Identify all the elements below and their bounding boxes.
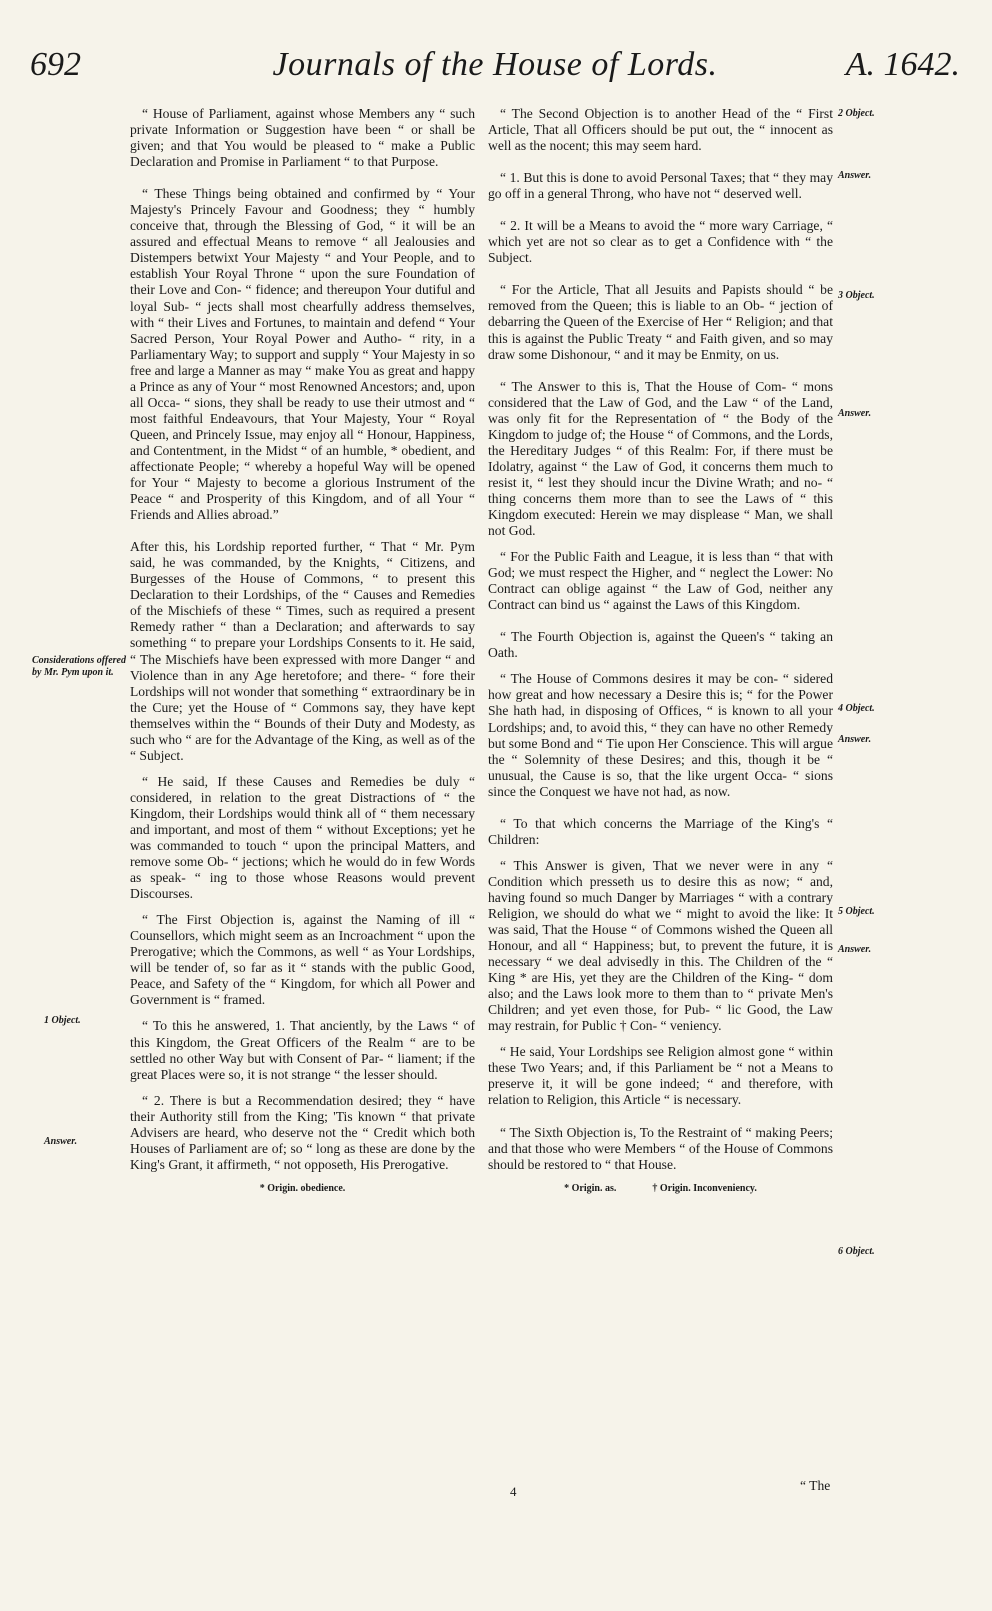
paragraph: “ For the Public Faith and League, it is less than “ that with God; we must respect the Higher, and “ neglect the Lower: No Contract can oblige against “ the Law of God, neither any Contract can bind us “ against the Laws of this Kingdom. (488, 549, 833, 613)
paragraph: “ For the Article, That all Jesuits and Papists should “ be removed from the Queen; this is liable to an Ob- “ jection of debarring the Queen of the Exercise of Her “ Religion; and that this is against the Public Treaty “ and Faith given, and so may draw some Dishonour, “ and it may be Enmity, on us. (488, 282, 833, 362)
footnotes (488, 1183, 833, 1194)
paragraph: “ 2. It will be a Means to avoid the “ more wary Carriage, “ which yet are not so clear as to get a Confidence with “ the Subject. (488, 218, 833, 266)
paragraph: “ 1. But this is done to avoid Personal Taxes; that “ they may go off in a general Throng, who have not “ deserved well. (488, 170, 833, 202)
margin-note-object-1: 1 Object. (44, 1015, 81, 1026)
paragraph: “ The Second Objection is to another Head of the “ First Article, That all Officers should be put out, the “ innocent as well as the nocent; this may seem hard. (488, 106, 833, 154)
paragraph: “ House of Parliament, against whose Members any “ such private Information or Suggestion have been “ or shall be given; and that You would be pleased to “ make a Public Declaration and Promise in Parliament “ to that Purpose. (130, 106, 475, 170)
running-title: Journals of the House of Lords. (272, 46, 718, 83)
paragraph: “ To that which concerns the Marriage of the King's “ Children: (488, 815, 833, 847)
paragraph: “ These Things being obtained and confirmed by “ Your Majesty's Princely Favour and Goodness; they “ humbly conceive that, through the Blessing of God, “ it will be an assured and effectual Means to remove “ all Jealousies and Distempers betwixt Your Majesty “ and Your People, and to establish Your Royal Throne “ upon the sure Foundation of their Love and Con- “ fidence; and thereupon Your dutiful and loyal Sub- “ jects shall most chearfully address themselves, with “ their Lives and Fortunes, to maintain and defend “ Your Sacred Person, Your Royal Power and Autho- “ rity, in a Parliamentary Way; to support and supply “ Your Majesty in so free and large a Manner as may “ make You as great and happy a Prince as any of Your “ most Renowned Ancestors; and, upon all Occa- “ sions, they shall be ready to use their utmost and “ most faithful Endeavours, that Your Majesty, Your “ Royal Queen, and Princely Issue, may enjoy all “ Honour, Happiness, and Contentment, in the Midst “ of an humble, * obedient, and affectionate People; “ whereby a hopeful Way will be opened for Your “ Majesty to become a glorious Instrument of the Peace “ and Prosperity of this Kingdom, and of all Your “ Friends and Allies abroad.” (130, 186, 475, 523)
paragraph: “ The First Objection is, against the Naming of ill “ Counsellors, which might seem as an Incroachment “ upon the Prerogative; which the Commons, as well “ as Your Lordships, will be tender of, so far as it “ stands with the public Good, Peace, and Safety of the “ Kingdom, for which all Power and Government is “ framed. (130, 912, 475, 1008)
paragraph: “ 2. There is but a Recommendation desired; they “ have their Authority still from the King; 'Tis known “ that private Advisers are heard, who deserve not the “ Credit which both Houses of Parliament are of; so “ long as these are done by the King's Grant, it affirmeth, “ not opposeth, His Prerogative. (130, 1092, 475, 1172)
paragraph: “ The Answer to this is, That the House of Com- “ mons considered that the Law of God, and the Law “ of the Land, was only fit for the Representation of “ the Body of the Kingdom to judge of; the House “ of Commons, and the Lords, the Hereditary Judges “ of this Realm: For, if there must be Idolatry, against “ the Law of God, it concerns them much to resist it, “ lest they should incur the Divine Wrath; and no- “ thing concerns them more than to see the Laws of “ this Kingdom executed: Herein we may displease “ Man, we shall not God. (488, 378, 833, 539)
margin-note-object-6: 6 Object. (838, 1246, 875, 1257)
page-header (30, 46, 960, 96)
margin-note-answer-2: Answer. (838, 408, 872, 419)
paragraph: “ The Fourth Objection is, against the Queen's “ taking an Oath. (488, 629, 833, 661)
paragraph: “ The Sixth Objection is, To the Restraint of “ making Peers; and that those who were Members “ of the House of Commons should be restored to “ that House. (488, 1124, 833, 1172)
margin-note-answer: Answer. (44, 1136, 78, 1147)
margin-note-object-4: 4 Object. (838, 703, 875, 714)
margin-note-object-3: 3 Object. (838, 290, 875, 301)
paragraph: “ To this he answered, 1. That anciently, by the Laws “ of this Kingdom, the Great Officers of the Realm “ are to be settled no other Way but with Consent of Par- “ liament; if the great Places were so, it is not strange “ the lesser should. (130, 1018, 475, 1082)
footnote: * Origin. obedience. (259, 1182, 346, 1194)
left-column (130, 106, 475, 1201)
paragraph: “ He said, Your Lordships see Religion almost gone “ within these Two Years; and, if this Parliament be “ not a Means to preserve it, it will be gone indeed; “ and therefore, with relation to Religion, this Article “ is necessary. (488, 1044, 833, 1108)
margin-note-answer-3: Answer. (838, 734, 872, 745)
right-column (488, 106, 833, 1198)
footnote: † Origin. Inconveniency. (652, 1182, 757, 1194)
paragraph: “ The House of Commons desires it may be con- “ sidered how great and how necessary a Desire this is; “ for the Power She hath had, in disposing of Offices, “ is known to all your Lordships; and, to avoid this, “ they can have no other Remedy but some Bond and “ Tie upon Her Conscience. This will argue the “ Solemnity of these Desires; and this, though it be “ unusual, the Cause is so, that the like urgent Occa- “ sions since the Conquest we have not had, as now. (488, 671, 833, 799)
footnote: * Origin. as. (564, 1182, 617, 1194)
margin-note-considerations: Considerations offered by Mr. Pym upon it. (32, 655, 126, 678)
margin-note-answer-4: Answer. (838, 944, 872, 955)
year-label: A. 1642. (845, 46, 960, 83)
paragraph: After this, his Lordship reported further, “ That “ Mr. Pym said, he was commanded, by the Knights, “ Citizens, and Burgesses of the House of Commons, “ to present this Declaration to their Lordships, of the “ Causes and Remedies of the Mischiefs of these “ Times, such as required a present Remedy rather “ than a Declaration; and afterwards to say something “ to prepare your Lordships Consents to it. He said, “ The Mischiefs have been expressed with more Danger “ and Violence than in any Age heretofore; and there- “ fore their Lordships will not wonder that something “ extraordinary be in the Cure; yet the House of “ Commons say, they have kept themselves within the “ Bounds of their Duty and Modesty, as such who “ are for the Advantage of the King, as well as of the “ Subject. (130, 539, 475, 763)
margin-note-answer-1: Answer. (838, 170, 872, 181)
margin-note-object-5: 5 Object. (838, 906, 875, 917)
paragraph: “ He said, If these Causes and Remedies be duly “ considered, in relation to the great Distractions of “ the Kingdom, their Lordships would think all of “ them necessary and important, and most of them “ without Exceptions; yet he was commanded to touch “ upon the principal Matters, and remove some Ob- “ jections; which he would do in few Words as speak- “ ing to those whose Reasons would prevent Discourses. (130, 773, 475, 902)
catchword: “ The (800, 1478, 831, 1493)
page-number: 692 (30, 46, 81, 83)
paragraph: “ This Answer is given, That we never were in any “ Condition which presseth us to desire this as now; “ and, having found so much Danger by Marriages “ with a contrary Religion, we should do what we “ might to avoid the like: It was said, That the House “ of Commons wished the Queen all Honour, and all “ Happiness; but, to prevent the future, it is necessary “ we deal advisedly in this. The Children of the “ King * are His, yet they are the Children of the King- “ dom also; and the Laws look more to them than to “ private Men's Children; and yet even those, for Pub- “ lic Good, the Law may restrain, for Public † Con- “ veniency. (488, 857, 833, 1034)
margin-note-object-2: 2 Object. (838, 108, 875, 119)
signature-mark: 4 (510, 1484, 517, 1499)
